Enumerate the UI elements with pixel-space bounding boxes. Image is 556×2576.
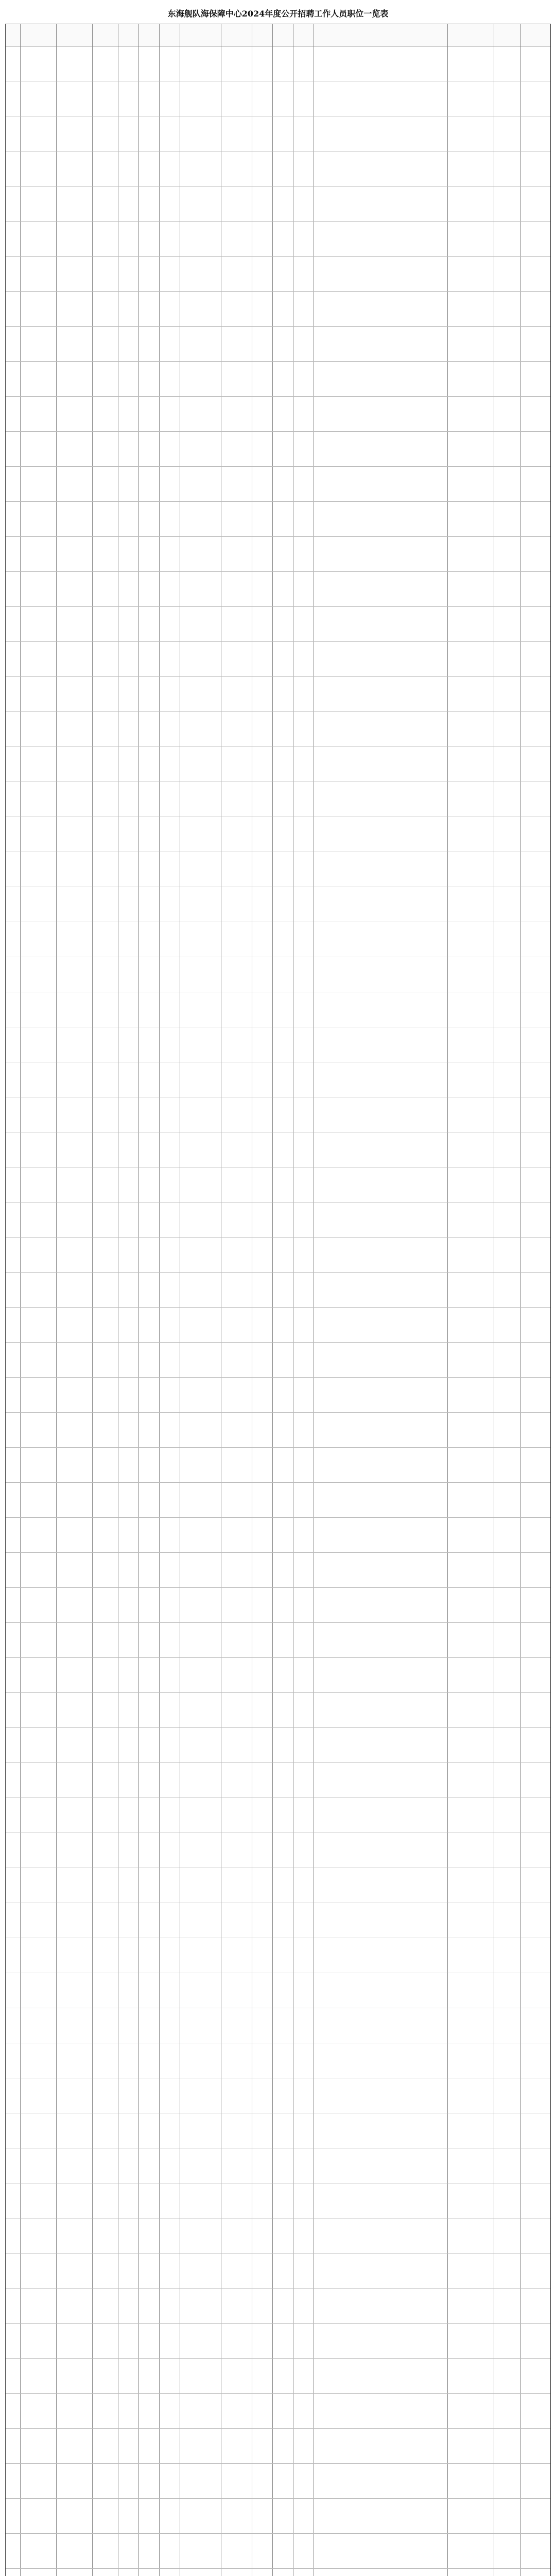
column-divider (159, 24, 160, 2576)
page-title: 东海舰队海保障中心2024年度公开招聘工作人员职位一览表 (167, 9, 389, 19)
table-row (6, 186, 550, 187)
table-row (6, 221, 550, 222)
table-row (6, 1412, 550, 1413)
table-row (6, 2498, 550, 2499)
table-row (6, 291, 550, 292)
column-divider (56, 24, 57, 2576)
table-row (6, 1307, 550, 1308)
table-row (6, 2428, 550, 2429)
table-row (6, 1622, 550, 1623)
table-row (6, 536, 550, 537)
table-row (6, 1482, 550, 1483)
table-row (6, 326, 550, 327)
table-row (6, 2568, 550, 2569)
table-row (6, 1342, 550, 1343)
column-divider (20, 24, 21, 2576)
column-divider (520, 24, 521, 2576)
table-row (6, 1377, 550, 1378)
table-row (6, 571, 550, 572)
table-row (6, 396, 550, 397)
table-row (6, 1237, 550, 1238)
column-divider (92, 24, 93, 2576)
table-row (6, 2323, 550, 2324)
table-row (6, 1692, 550, 1693)
column-divider (447, 24, 448, 2576)
column-divider (272, 24, 273, 2576)
table-row (6, 641, 550, 642)
table-row (6, 1517, 550, 1518)
table-row (6, 676, 550, 677)
table-row (6, 361, 550, 362)
table-row (6, 606, 550, 607)
table-row (6, 256, 550, 257)
table-row (6, 2358, 550, 2359)
table-row (6, 1762, 550, 1763)
table-row (6, 1272, 550, 1273)
job-positions-table (5, 24, 551, 2576)
table-row (6, 466, 550, 467)
column-divider (138, 24, 139, 2576)
table-row (6, 1552, 550, 1553)
table-row (6, 501, 550, 502)
table-row (6, 1587, 550, 1588)
table-row (6, 2288, 550, 2289)
table-row (6, 431, 550, 432)
table-row (6, 1657, 550, 1658)
table-row (6, 711, 550, 712)
table-header (6, 24, 550, 46)
table-row (6, 2533, 550, 2534)
table-row (6, 1447, 550, 1448)
table-row (6, 2463, 550, 2464)
table-row (6, 1727, 550, 1728)
table-row (6, 2393, 550, 2394)
